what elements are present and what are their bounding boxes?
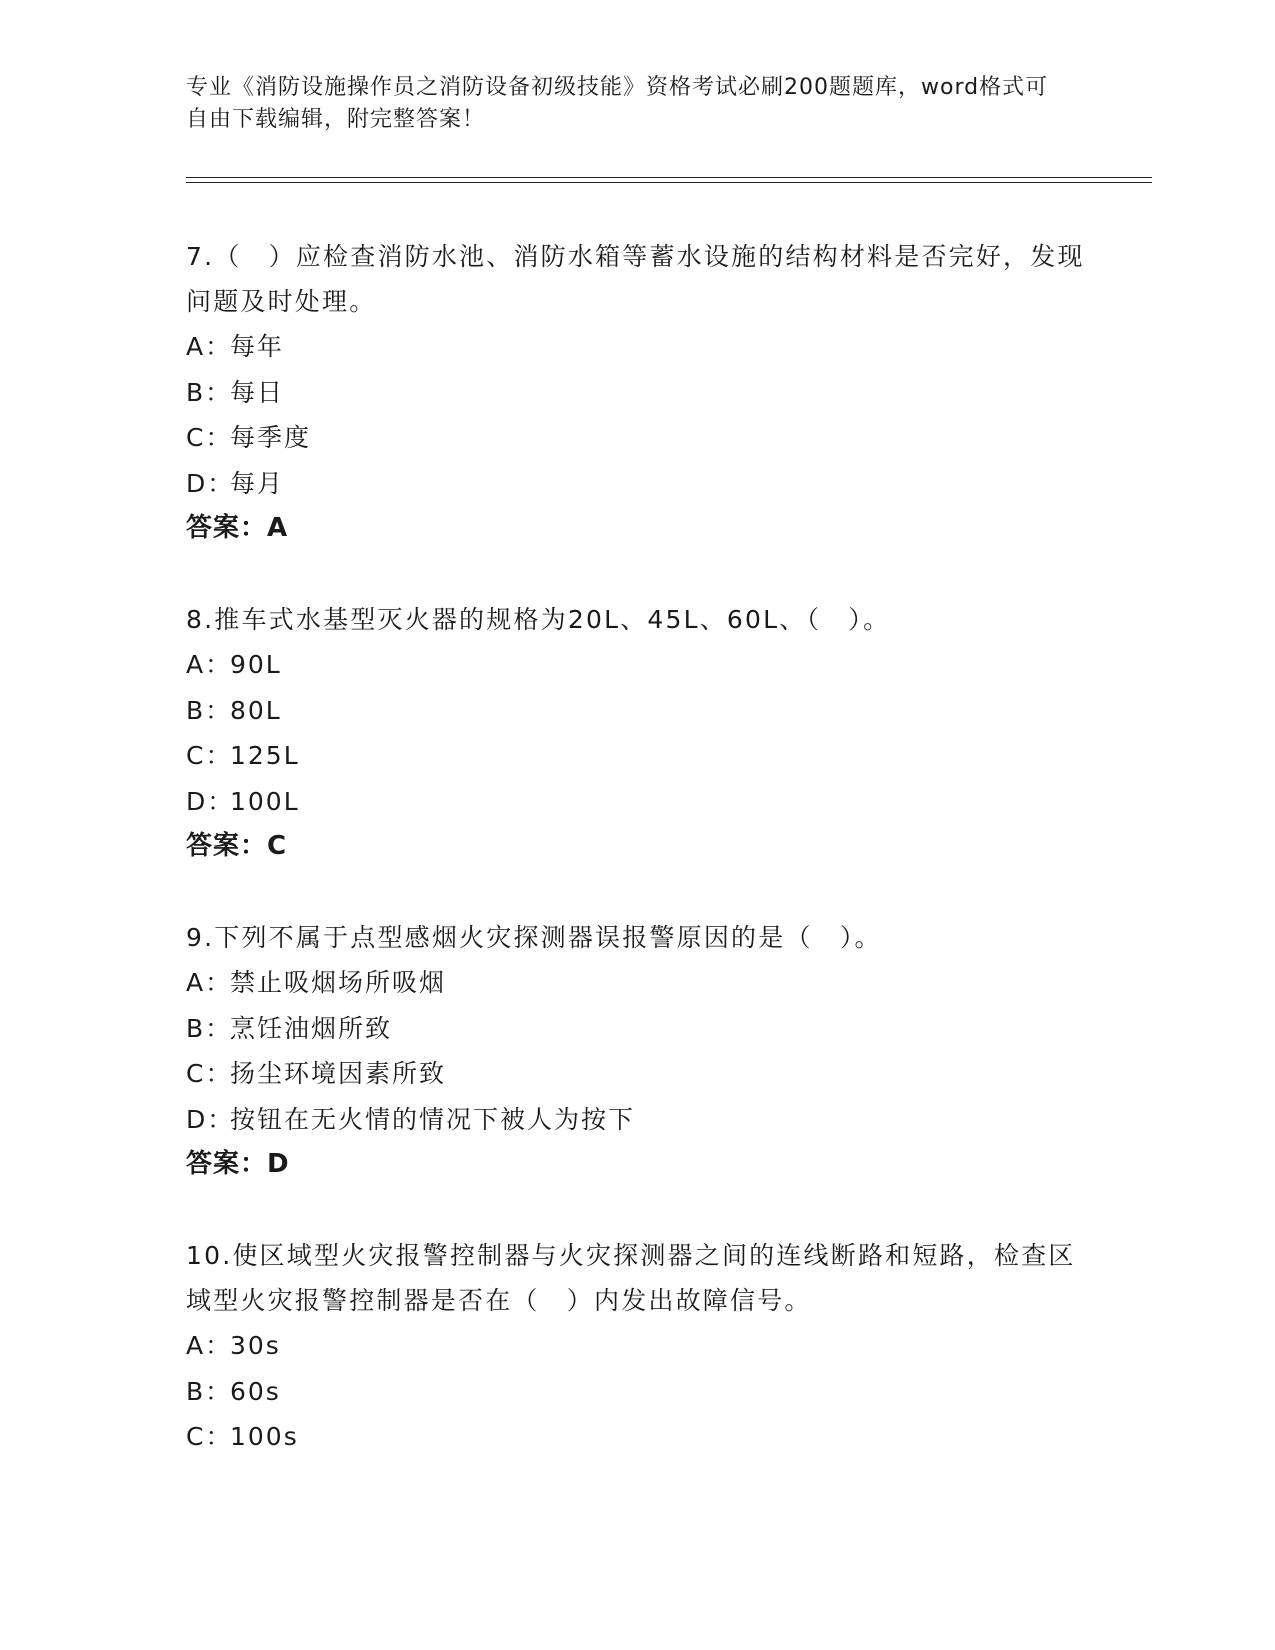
option-text: 80L	[230, 695, 282, 725]
option-c	[186, 1051, 1086, 1097]
option-key: B：	[186, 377, 233, 407]
option-text: 90L	[230, 650, 282, 679]
option-c	[186, 1414, 1086, 1460]
question-7	[186, 234, 1086, 551]
question-stem: 8.推车式水基型灭火器的规格为20L、45L、60L、（ ）。	[186, 605, 891, 634]
option-text: 按钮在无火情的情况下被人为按下	[230, 1104, 636, 1134]
option-text: 100s	[230, 1422, 299, 1451]
option-key: D：	[186, 786, 235, 816]
option-key: A：	[186, 650, 233, 679]
option-key: A：	[186, 968, 233, 997]
option-key: D：	[186, 1104, 235, 1134]
answer-line: 答案：A	[186, 513, 289, 543]
header-text: 专业《消防设施操作员之消防设备初级技能》资格考试必刷200题题库，word格式可自由下载编辑，附完整答案！	[186, 75, 1049, 132]
option-key: B：	[186, 1013, 233, 1043]
header-divider-bottom	[186, 182, 1152, 183]
option-text: 60s	[230, 1376, 281, 1406]
option-text: 100L	[230, 786, 300, 816]
question-stem: 10.使区域型火灾报警控制器与火灾探测器之间的连线断路和短路，检查区域型火灾报警控制器是否在（ ）内发出故障信号。	[186, 1241, 1076, 1315]
option-b	[186, 370, 1086, 416]
option-text: 每年	[230, 332, 285, 361]
header-divider-top	[186, 177, 1152, 178]
option-text: 烹饪油烟所致	[230, 1013, 393, 1043]
option-c	[186, 733, 1086, 779]
question-9	[186, 915, 1086, 1187]
option-b	[186, 1006, 1086, 1052]
option-d	[186, 1097, 1086, 1143]
option-b	[186, 688, 1086, 734]
option-text: 每月	[230, 468, 285, 498]
option-d	[186, 779, 1086, 825]
option-text: 禁止吸烟场所吸烟	[230, 968, 447, 997]
option-key: B：	[186, 695, 233, 725]
option-text: 30s	[230, 1331, 281, 1360]
option-key: C：	[186, 741, 233, 770]
option-text: 每季度	[230, 423, 312, 452]
question-8	[186, 597, 1086, 869]
answer-line: 答案：C	[186, 831, 288, 861]
option-key: C：	[186, 1059, 233, 1088]
option-b	[186, 1369, 1086, 1415]
option-text: 125L	[230, 741, 300, 770]
option-text: 扬尘环境因素所致	[230, 1059, 447, 1088]
option-key: B：	[186, 1376, 233, 1406]
question-stem: 7.（ ）应检查消防水池、消防水箱等蓄水设施的结构材料是否完好，发现问题及时处理。	[186, 242, 1085, 316]
option-c	[186, 415, 1086, 461]
option-key: C：	[186, 423, 233, 452]
option-key: D：	[186, 468, 235, 498]
document-header	[186, 72, 1066, 136]
option-a	[186, 642, 1086, 688]
option-key: C：	[186, 1422, 233, 1451]
option-d	[186, 461, 1086, 507]
option-a	[186, 324, 1086, 370]
option-text: 每日	[230, 377, 285, 407]
answer-line: 答案：D	[186, 1149, 290, 1179]
option-key: A：	[186, 332, 233, 361]
question-stem: 9.下列不属于点型感烟火灾探测器误报警原因的是（ ）。	[186, 923, 882, 952]
option-key: A：	[186, 1331, 233, 1360]
question-10	[186, 1233, 1086, 1460]
option-a	[186, 1323, 1086, 1369]
option-a	[186, 960, 1086, 1006]
